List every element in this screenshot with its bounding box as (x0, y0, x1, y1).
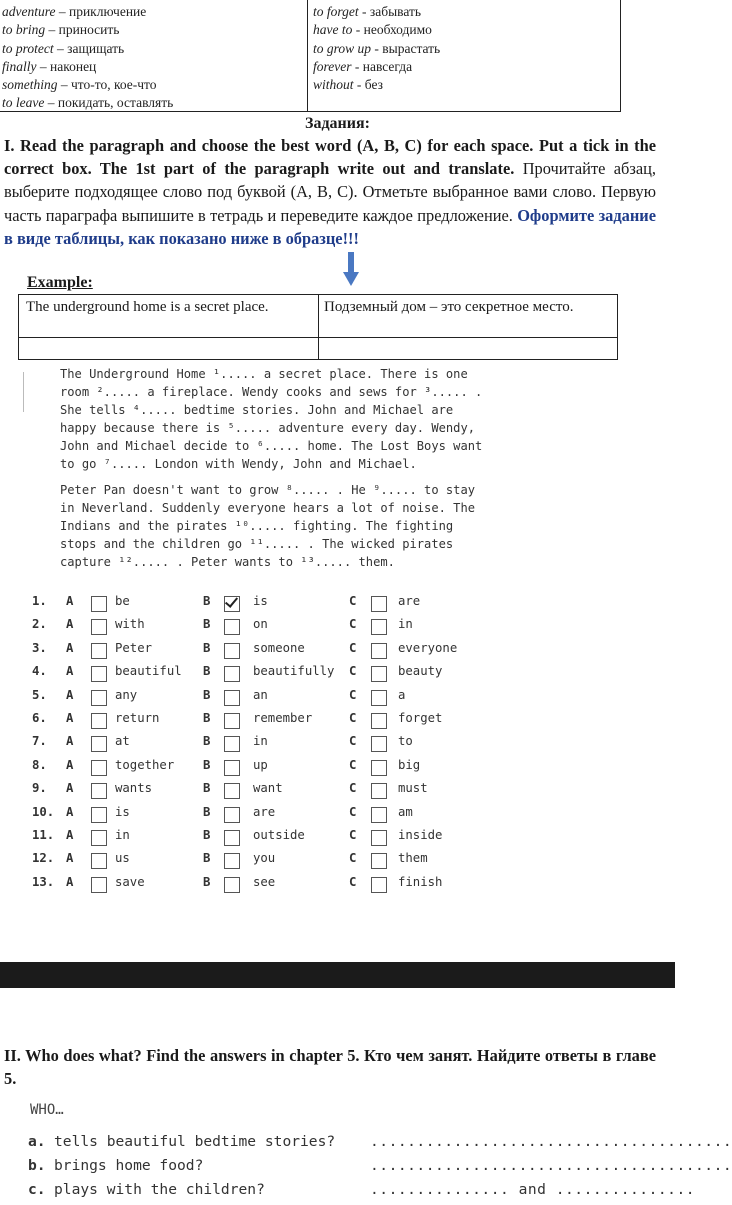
option-word: in (115, 828, 130, 842)
option-checkbox[interactable] (224, 643, 240, 659)
option-word: big (398, 757, 421, 772)
vocabulary-word: without (313, 77, 354, 93)
vocabulary-word: to forget (313, 4, 359, 19)
option-checkbox[interactable] (224, 619, 240, 635)
option-word: be (115, 594, 130, 608)
option-letter: B (203, 804, 211, 819)
option-word: finish (398, 874, 443, 889)
option-letter: C (349, 687, 357, 702)
question-number: 13. (32, 874, 55, 889)
answer-row (0, 711, 675, 734)
vocabulary-divider (307, 0, 308, 111)
option-word: are (398, 594, 421, 608)
question-number: 10. (32, 804, 55, 819)
answer-row (0, 664, 675, 687)
option-word: beauty (398, 664, 443, 679)
question-number: 4. (32, 664, 47, 679)
question-number: 2. (32, 617, 47, 632)
option-word: return (115, 711, 160, 725)
option-checkbox[interactable] (371, 736, 387, 752)
option-checkbox[interactable] (224, 596, 240, 612)
vocabulary-row: have to - необходимо (313, 22, 432, 38)
option-word: are (253, 804, 276, 819)
vocabulary-word: adventure (2, 4, 56, 19)
option-letter: C (349, 640, 357, 655)
option-checkbox[interactable] (224, 736, 240, 752)
option-letter: A (66, 804, 74, 819)
who-label: WHO… (30, 1102, 64, 1118)
vocabulary-word: finally (2, 58, 37, 74)
option-checkbox[interactable] (91, 666, 107, 682)
question-number: 3. (32, 640, 47, 655)
question-number: 9. (32, 781, 47, 796)
option-letter: B (203, 851, 211, 866)
vocabulary-table (0, 0, 621, 112)
option-word: wants (115, 781, 153, 796)
answer-row (0, 875, 675, 898)
option-checkbox[interactable] (224, 783, 240, 799)
option-checkbox[interactable] (91, 643, 107, 659)
option-letter: A (66, 617, 74, 632)
example-english-cell: The underground home is a secret place. (26, 299, 269, 315)
answer-row (0, 851, 675, 874)
question-line (28, 1133, 732, 1157)
option-letter: C (349, 664, 357, 679)
option-checkbox[interactable] (91, 690, 107, 706)
option-word: Peter (115, 640, 153, 655)
task-2-instructions: II. Who does what? Find the answers in chapter 5. Кто чем занят. Найдите ответы в главе 5. (4, 1046, 656, 1089)
vocabulary-word: to grow up (313, 40, 372, 56)
option-letter: A (66, 687, 74, 702)
vocabulary-row: to grow up - вырастать (313, 40, 441, 56)
vocabulary-translation: приносить (58, 22, 120, 38)
option-letter: C (349, 804, 357, 819)
vocabulary-translation: наконец (50, 58, 97, 74)
vocabulary-row: forever - навсегда (313, 58, 413, 74)
option-letter: A (66, 874, 74, 889)
question-number: 1. (32, 594, 47, 608)
option-word: forget (398, 711, 443, 725)
vocabulary-translation: вырастать (382, 40, 441, 56)
vocabulary-word: forever (313, 58, 352, 74)
option-letter: A (66, 828, 74, 842)
vocabulary-translation: забывать (369, 4, 422, 19)
example-russian-cell: Подземный дом – это секретное место. (324, 299, 574, 315)
option-word: together (115, 757, 175, 772)
option-checkbox[interactable] (91, 830, 107, 846)
vocabulary-row: without - без (313, 77, 383, 93)
option-checkbox[interactable] (224, 690, 240, 706)
passage-paragraph-1: The Underground Home ¹..... a secret place. There is one room ²..... a fireplace. Wendy cooks and sews for ³..... . She tells ⁴..... bedtime stories. John and Michael are happy because there is ⁵..... adventure every day. Wendy, John and Michael decide to ⁶..... home. The Lost Boys want to go ⁷..... London with Wendy, John and Michael. (60, 367, 483, 472)
option-word: any (115, 687, 138, 702)
option-letter: B (203, 664, 211, 679)
option-word: to (398, 734, 413, 749)
option-letter: A (66, 711, 74, 725)
option-letter: B (203, 874, 211, 889)
option-letter: B (203, 594, 211, 608)
option-checkbox[interactable] (371, 666, 387, 682)
option-word: is (115, 804, 130, 819)
option-letter: B (203, 640, 211, 655)
option-letter: B (203, 734, 211, 749)
option-word: inside (398, 828, 443, 842)
option-letter: C (349, 781, 357, 796)
option-letter: C (349, 734, 357, 749)
option-word: a (398, 687, 406, 702)
answer-row (0, 734, 675, 757)
vocabulary-row: something – что-то, кое-что (2, 77, 157, 93)
vocabulary-word: something (2, 77, 58, 93)
question-number: 8. (32, 757, 47, 772)
option-letter: A (66, 594, 74, 608)
question-line (28, 1181, 696, 1205)
option-checkbox[interactable] (91, 877, 107, 893)
vocabulary-left-column (2, 3, 173, 113)
option-checkbox[interactable] (91, 760, 107, 776)
answer-row (0, 805, 675, 828)
task-1-russian: Прочитайте абзац, выберите подходящее слово под буквой (A, B, C). Отметьте выбранное вами слово. Первую часть параграфа выпишите в тетрадь и переведите каждое предложение. (4, 159, 656, 225)
option-word: want (253, 781, 283, 796)
option-checkbox[interactable] (91, 619, 107, 635)
down-arrow-icon (343, 252, 359, 286)
option-checkbox[interactable] (224, 853, 240, 869)
option-checkbox[interactable] (91, 783, 107, 799)
option-checkbox[interactable] (224, 877, 240, 893)
answer-blank[interactable]: ....................................... (370, 1157, 732, 1174)
vocabulary-translation: приключение (68, 4, 147, 19)
vocabulary-row: to forget - забывать (313, 4, 422, 19)
vocabulary-word: to bring (2, 22, 46, 38)
option-word: save (115, 874, 145, 889)
option-checkbox[interactable] (91, 596, 107, 612)
question-letter: b. (28, 1157, 46, 1174)
question-number: 5. (32, 687, 47, 702)
vocabulary-word: have to (313, 22, 353, 38)
option-checkbox[interactable] (91, 736, 107, 752)
answer-blank[interactable]: ............... and ............... (370, 1181, 696, 1198)
question-text: tells beautiful bedtime stories? (54, 1133, 336, 1150)
option-letter: C (349, 828, 357, 842)
answer-row (0, 828, 675, 851)
option-word: see (253, 874, 276, 889)
option-checkbox[interactable] (371, 830, 387, 846)
option-word: beautiful (115, 664, 182, 679)
option-checkbox[interactable] (91, 807, 107, 823)
option-letter: B (203, 781, 211, 796)
question-number: 11. (32, 828, 55, 842)
vocabulary-translation: навсегда (362, 58, 413, 74)
question-number: 7. (32, 734, 47, 749)
example-table-row-divider (19, 337, 617, 338)
option-letter: B (203, 711, 211, 725)
option-word: am (398, 804, 413, 819)
option-checkbox[interactable] (91, 853, 107, 869)
option-checkbox[interactable] (371, 760, 387, 776)
reading-passage (60, 365, 490, 578)
option-letter: C (349, 594, 357, 608)
task-1-english: I. Read the paragraph and choose the best word (A, B, C) for each space. Put a tick in the correct box. The 1st part of the paragraph write out and translate. (4, 136, 656, 179)
option-word: an (253, 687, 268, 702)
option-checkbox[interactable] (224, 713, 240, 729)
answer-row (0, 781, 675, 804)
vocabulary-row: to bring – приносить (2, 22, 120, 38)
answer-row (0, 617, 675, 640)
option-letter: A (66, 851, 74, 866)
scan-margin-mark (23, 372, 24, 412)
option-word: remember (253, 711, 313, 725)
vocabulary-translation: что-то, кое-что (71, 77, 157, 93)
answer-row (0, 594, 675, 617)
option-letter: A (66, 781, 74, 796)
option-word: is (253, 594, 268, 608)
option-word: in (398, 617, 413, 632)
vocabulary-word: to leave (2, 95, 45, 111)
option-checkbox[interactable] (224, 666, 240, 682)
page-separator (0, 962, 675, 988)
option-word: you (253, 851, 276, 866)
vocabulary-row: to protect – защищать (2, 40, 125, 56)
passage-paragraph-2: Peter Pan doesn't want to grow ⁸..... . He ⁹..... to stay in Neverland. Suddenly everyone hears a lot of noise. The Indians and the pirates ¹⁰..... fighting. The fighting stops and the children go ¹¹..... . The wicked pirates capture ¹²..... . Peter wants to ¹³..... them. (60, 482, 476, 569)
task-1-instructions (4, 134, 656, 250)
option-checkbox[interactable] (371, 596, 387, 612)
question-number: 6. (32, 711, 47, 725)
option-letter: B (203, 617, 211, 632)
answer-row (0, 688, 675, 711)
question-line (28, 1157, 732, 1181)
answer-blank[interactable]: ....................................... (370, 1133, 732, 1150)
option-letter: A (66, 664, 74, 679)
option-word: beautifully (253, 664, 335, 679)
vocabulary-translation: покидать, оставлять (57, 95, 174, 111)
answer-row (0, 758, 675, 781)
question-text: plays with the children? (54, 1181, 265, 1198)
option-word: everyone (398, 640, 458, 655)
option-letter: C (349, 851, 357, 866)
option-word: them (398, 851, 428, 866)
vocabulary-translation: необходимо (363, 22, 432, 38)
option-word: at (115, 734, 130, 749)
vocabulary-row: to leave – покидать, оставлять (2, 95, 174, 111)
option-checkbox[interactable] (371, 877, 387, 893)
option-checkbox[interactable] (371, 619, 387, 635)
option-letter: B (203, 687, 211, 702)
option-word: outside (253, 828, 305, 842)
example-table (18, 294, 618, 360)
example-label: Example: (27, 274, 93, 291)
option-letter: A (66, 734, 74, 749)
option-letter: C (349, 874, 357, 889)
vocabulary-row: adventure – приключение (2, 4, 147, 19)
option-word: up (253, 757, 268, 772)
option-checkbox[interactable] (224, 760, 240, 776)
option-checkbox[interactable] (371, 783, 387, 799)
option-letter: C (349, 711, 357, 725)
vocabulary-row: finally – наконец (2, 58, 97, 74)
option-letter: C (349, 757, 357, 772)
option-word: us (115, 851, 130, 866)
option-checkbox[interactable] (371, 643, 387, 659)
vocabulary-translation: защищать (67, 40, 125, 56)
question-letter: a. (28, 1133, 46, 1150)
option-letter: A (66, 640, 74, 655)
option-letter: C (349, 617, 357, 632)
question-letter: c. (28, 1181, 46, 1198)
vocabulary-translation: без (364, 77, 383, 93)
example-table-divider (318, 295, 319, 359)
question-text: brings home food? (54, 1157, 204, 1174)
option-word: with (115, 617, 145, 632)
option-word: must (398, 781, 428, 796)
option-word: on (253, 617, 268, 632)
option-checkbox[interactable] (371, 853, 387, 869)
vocabulary-right-column (313, 3, 440, 94)
option-checkbox[interactable] (371, 690, 387, 706)
tasks-heading: Задания: (305, 115, 370, 132)
question-number: 12. (32, 851, 55, 866)
option-checkbox[interactable] (371, 807, 387, 823)
vocabulary-word: to protect (2, 40, 54, 56)
option-letter: B (203, 828, 211, 842)
option-checkbox[interactable] (224, 807, 240, 823)
task-1-format-note: Оформите задание в виде таблицы, как показано ниже в образце!!! (4, 205, 657, 248)
answer-row (0, 641, 675, 664)
option-checkbox[interactable] (91, 713, 107, 729)
option-letter: B (203, 757, 211, 772)
option-checkbox[interactable] (371, 713, 387, 729)
option-word: in (253, 734, 268, 749)
option-letter: A (66, 757, 74, 772)
option-checkbox[interactable] (224, 830, 240, 846)
option-word: someone (253, 640, 305, 655)
